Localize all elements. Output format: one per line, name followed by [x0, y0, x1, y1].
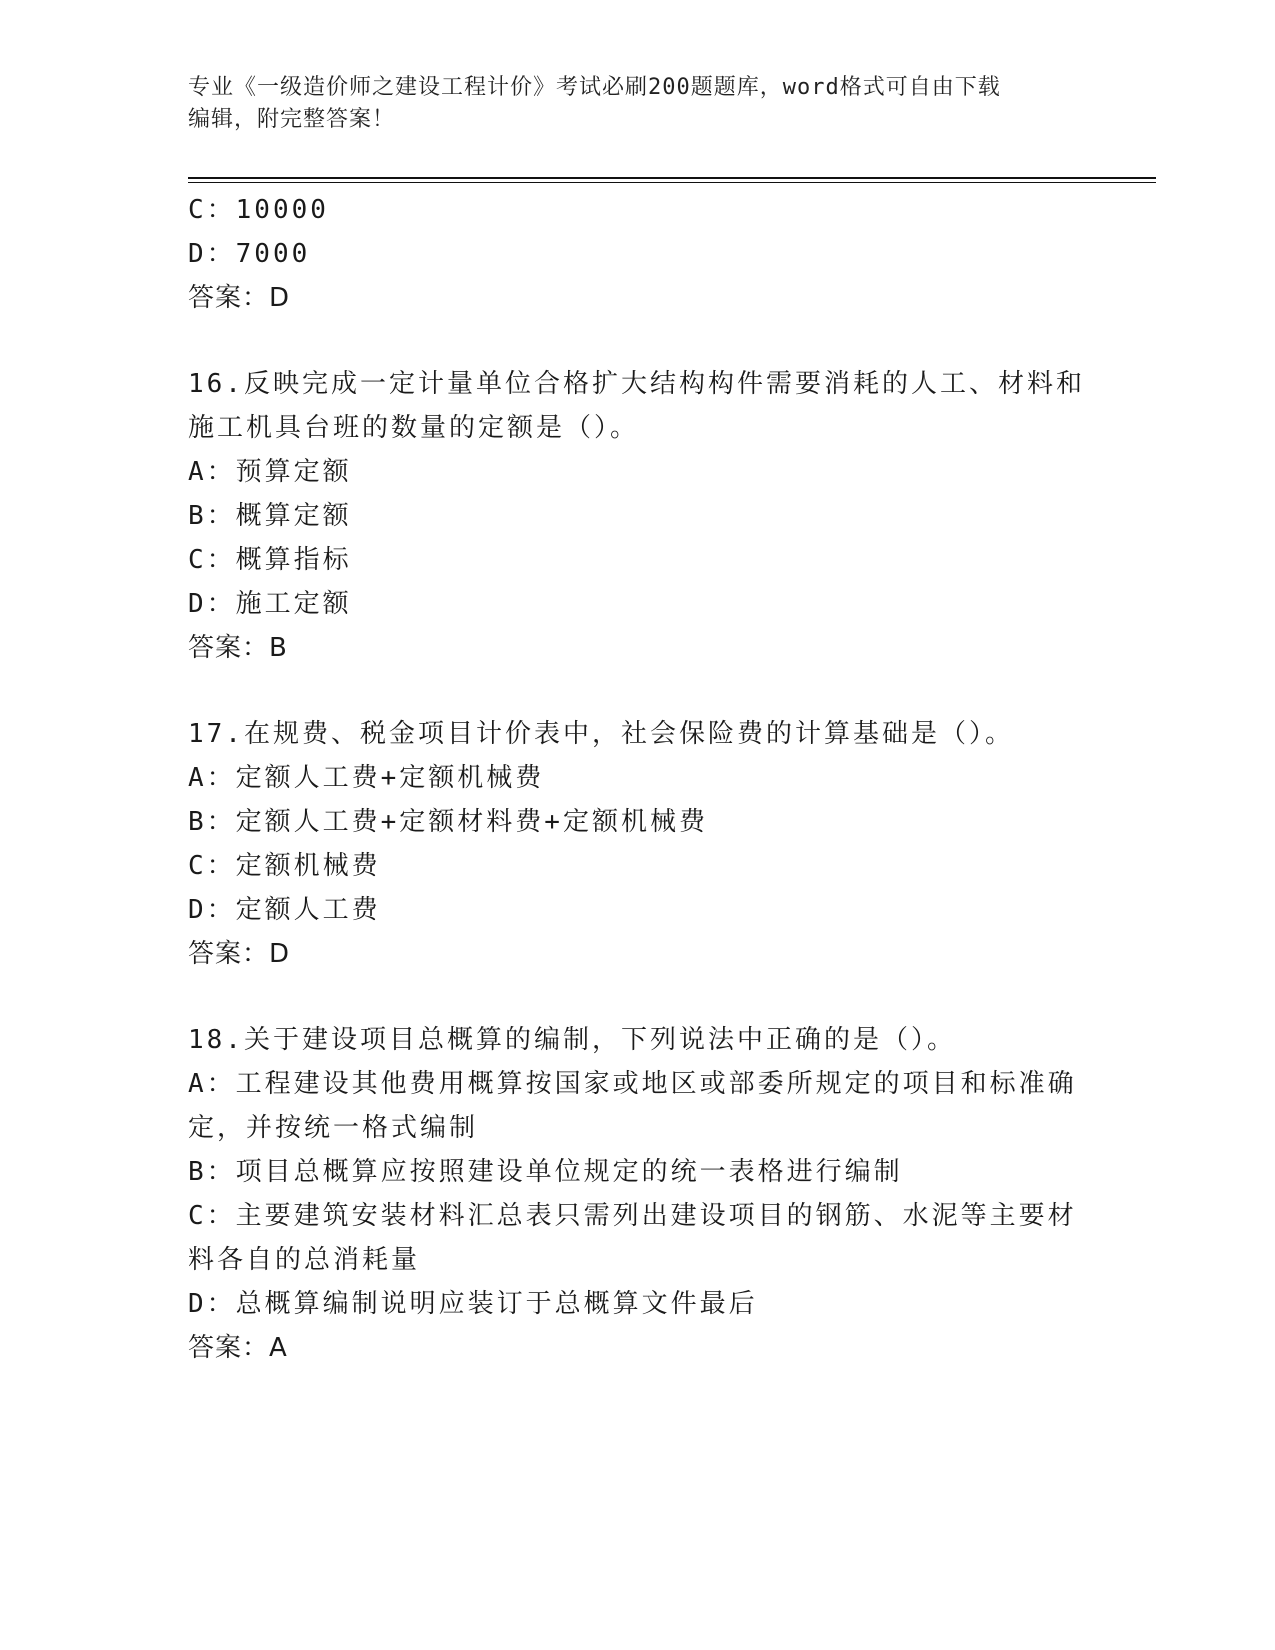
q17-option-d: D：定额人工费: [188, 895, 381, 925]
header-title-line-2: 编辑，附完整答案！: [188, 107, 396, 132]
q17-stem: 17.在规费、税金项目计价表中，社会保险费的计算基础是（）。: [188, 719, 1014, 749]
header-divider-thin: [188, 182, 1156, 183]
q16-option-b: B：概算定额: [188, 501, 352, 531]
q18-option-c-line-2: 料各自的总消耗量: [188, 1245, 421, 1275]
header-title-line-1: 专业《一级造价师之建设工程计价》考试必刷200题题库，word格式可自由下载: [188, 75, 1001, 100]
q18-stem: 18.关于建设项目总概算的编制，下列说法中正确的是（）。: [188, 1025, 956, 1055]
q18-option-c-line-1: C：主要建筑安装材料汇总表只需列出建设项目的钢筋、水泥等主要材: [188, 1201, 1077, 1231]
document-header: [188, 72, 1088, 136]
q18-option-d: D：总概算编制说明应装订于总概算文件最后: [188, 1289, 758, 1319]
q17-option-b: B：定额人工费+定额材料费+定额机械费: [188, 807, 708, 837]
prev-option-d: D：7000: [188, 239, 311, 269]
q16-option-c: C：概算指标: [188, 545, 352, 575]
q16-answer: 答案：B: [188, 633, 288, 663]
q18-option-a-line-2: 定，并按统一格式编制: [188, 1113, 479, 1143]
q17-answer: 答案：D: [188, 939, 291, 969]
q18-answer: 答案：A: [188, 1333, 288, 1363]
q16-stem-line-2: 施工机具台班的数量的定额是（）。: [188, 413, 640, 443]
q16-option-a: A：预算定额: [188, 457, 352, 487]
prev-answer: 答案：D: [188, 283, 291, 313]
q18-option-a-line-1: A：工程建设其他费用概算按国家或地区或部委所规定的项目和标准确: [188, 1069, 1077, 1099]
header-divider-thick: [188, 177, 1156, 179]
q16-option-d: D：施工定额: [188, 589, 352, 619]
prev-option-c: C：10000: [188, 195, 329, 225]
q18-option-b: B：项目总概算应按照建设单位规定的统一表格进行编制: [188, 1157, 903, 1187]
q17-option-a: A：定额人工费+定额机械费: [188, 763, 545, 793]
q16-stem-line-1: 16.反映完成一定计量单位合格扩大结构构件需要消耗的人工、材料和: [188, 369, 1085, 399]
q17-option-c: C：定额机械费: [188, 851, 381, 881]
